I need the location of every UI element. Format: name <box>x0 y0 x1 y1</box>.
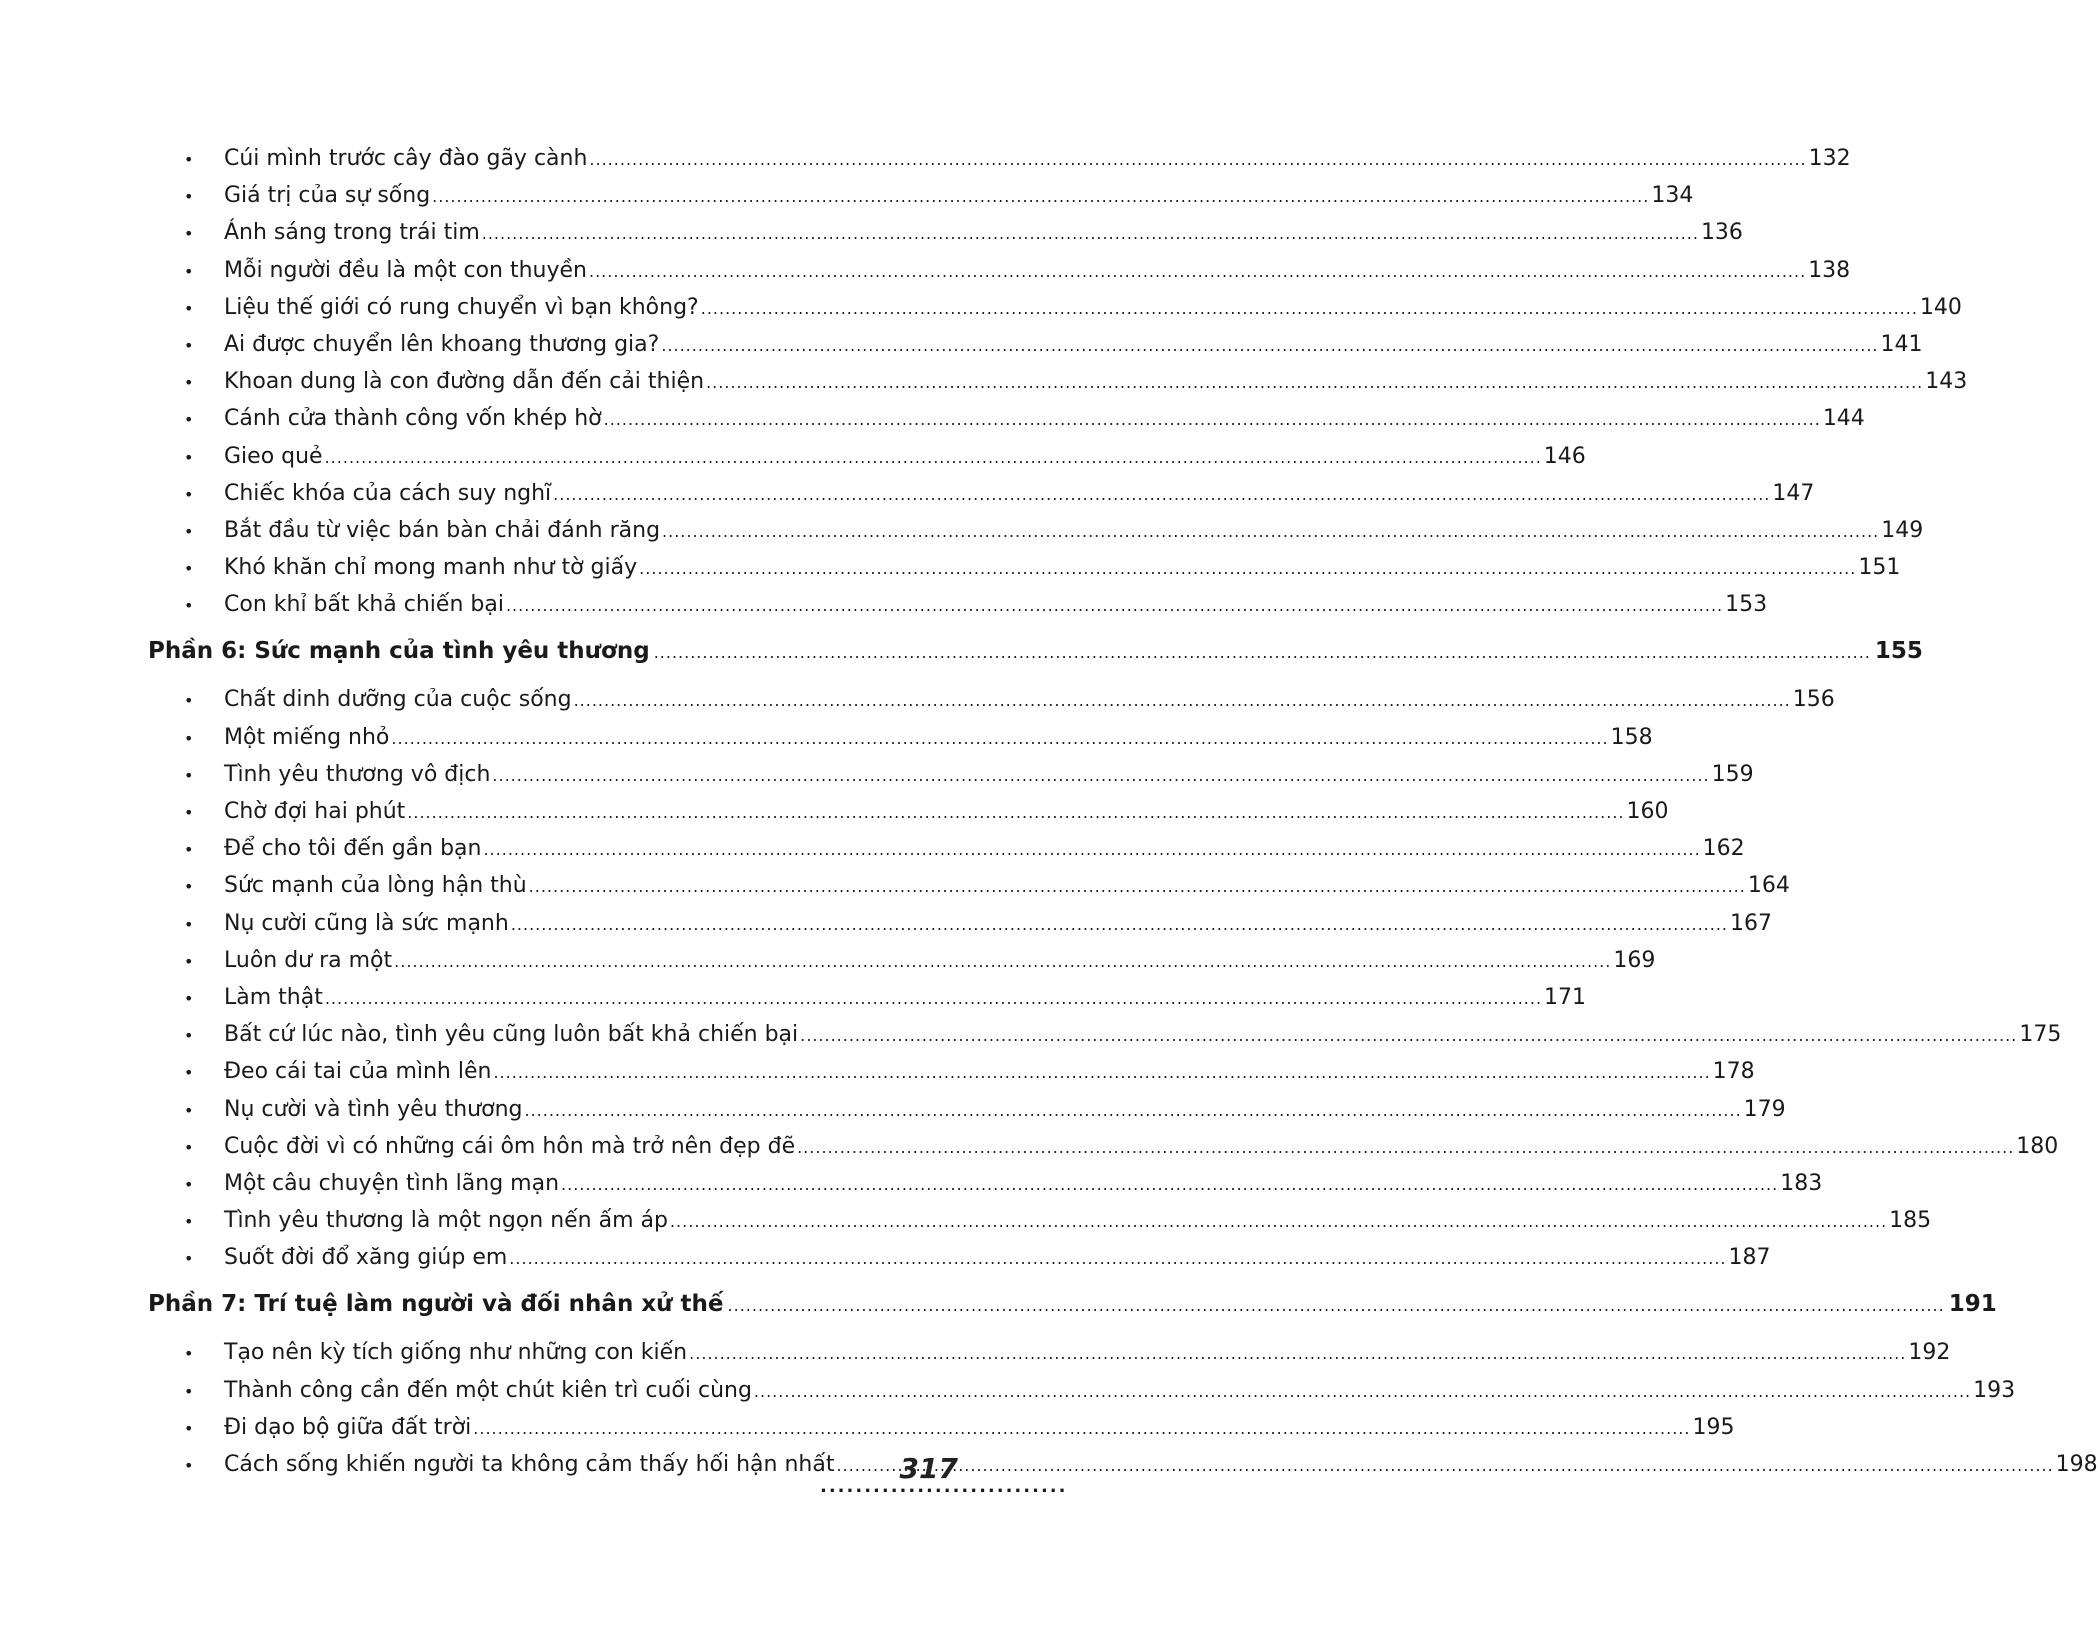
entry-page-number: 141 <box>1880 331 1923 357</box>
entry-title: Bắt đầu từ việc bán bàn chải đánh răng <box>224 517 661 543</box>
entry-title: Gieo quẻ <box>224 443 323 469</box>
toc-entry[interactable] <box>148 942 1656 979</box>
dot-leader <box>589 253 1806 290</box>
section-heading-6[interactable] <box>148 629 1923 673</box>
entry-title: Chờ đợi hai phút <box>224 799 406 824</box>
bullet-icon: • <box>184 1100 194 1120</box>
toc-entry[interactable] <box>148 512 1924 549</box>
bullet-icon: • <box>184 1418 194 1438</box>
toc-entry[interactable] <box>148 979 1587 1016</box>
entry-title: Nụ cười cũng là sức mạnh <box>224 910 509 936</box>
dot-leader <box>654 631 1871 675</box>
section-page-number: 155 <box>1874 638 1923 665</box>
bullet-icon: • <box>184 691 194 711</box>
toc-entry[interactable] <box>148 719 1653 756</box>
dot-leader <box>493 1054 1710 1091</box>
entry-page-number: 147 <box>1772 480 1815 506</box>
entry-title: Đi dạo bộ giữa đất trời <box>224 1414 472 1440</box>
entry-page-number: 138 <box>1808 257 1851 283</box>
dot-leader <box>574 682 1791 719</box>
toc-entry[interactable] <box>148 252 1851 289</box>
bullet-icon: • <box>184 521 194 541</box>
entry-title: Khoan dung là con đường dẫn đến cải thiện <box>224 369 705 395</box>
dot-leader <box>524 1092 1741 1129</box>
dot-leader <box>662 513 1879 550</box>
entry-page-number: 198 <box>2055 1452 2098 1477</box>
dot-leader <box>407 794 1624 831</box>
entry-title: Để cho tôi đến gần bạn <box>224 836 482 862</box>
toc-entry[interactable] <box>148 681 1835 718</box>
toc-entry[interactable] <box>148 400 1865 437</box>
toc-entry[interactable] <box>148 289 1962 326</box>
bullet-icon: • <box>184 914 194 934</box>
dot-leader <box>689 1335 1906 1372</box>
bullet-icon: • <box>184 298 194 318</box>
entry-page-number: 179 <box>1743 1096 1786 1122</box>
entry-title: Sức mạnh của lòng hận thù <box>224 873 527 899</box>
footer-dot-leader: ............................ <box>820 1476 1068 1497</box>
entry-page-number: 156 <box>1792 687 1835 713</box>
entry-page-number: 159 <box>1711 761 1754 787</box>
dot-leader <box>754 1373 1971 1410</box>
bullet-icon: • <box>184 335 194 355</box>
entry-page-number: 164 <box>1747 873 1790 899</box>
dot-leader <box>506 587 1723 624</box>
entry-title: Ai được chuyển lên khoang thương gia? <box>224 331 660 357</box>
dot-leader <box>800 1017 2017 1054</box>
entry-title: Làm thật <box>224 984 323 1010</box>
toc-entry[interactable] <box>148 214 1743 251</box>
entry-page-number: 169 <box>1613 947 1656 973</box>
entry-title: Giá trị của sự sống <box>224 183 431 209</box>
entry-title: Liệu thế giới có rung chuyển vì bạn không? <box>224 294 699 320</box>
entry-page-number: 143 <box>1925 369 1968 395</box>
dot-leader <box>797 1129 2014 1166</box>
toc-entry[interactable] <box>148 326 1923 363</box>
bullet-icon: • <box>184 150 194 169</box>
entry-page-number: 185 <box>1889 1208 1932 1234</box>
bullet-icon: • <box>184 803 194 822</box>
entry-title: Cách sống khiến người ta không cảm thấy hối hận nhất <box>224 1452 835 1477</box>
toc-entry[interactable] <box>148 1016 2062 1053</box>
section-title: Phần 6: Sức mạnh của tình yêu thương <box>148 638 650 665</box>
entry-title: Con khỉ bất khả chiến bại <box>224 592 504 618</box>
dot-leader <box>529 868 1746 905</box>
dot-leader <box>561 1166 1778 1203</box>
toc-entry[interactable] <box>148 830 1745 867</box>
dot-leader <box>701 290 1918 327</box>
entry-title: Thành công cần đến một chút kiên trì cuối cùng <box>224 1377 752 1403</box>
entry-page-number: 192 <box>1908 1340 1951 1366</box>
entry-page-number: 160 <box>1626 799 1669 824</box>
entry-title: Cúi mình trước cây đào gãy cành <box>224 146 588 171</box>
entry-title: Luôn dư ra một <box>224 947 393 973</box>
entry-title: Mỗi người đều là một con thuyền <box>224 257 587 283</box>
entry-page-number: 158 <box>1610 724 1653 750</box>
bullet-icon: • <box>184 988 194 1008</box>
dot-leader <box>394 943 1611 980</box>
bullet-icon: • <box>184 1063 194 1083</box>
dot-leader <box>511 906 1728 943</box>
toc-entry[interactable] <box>148 438 1586 475</box>
entry-page-number: 146 <box>1543 443 1586 469</box>
dot-leader <box>492 757 1709 794</box>
entry-title: Khó khăn chỉ mong manh như tờ giấy <box>224 555 638 581</box>
bullet-icon: • <box>184 447 194 467</box>
bullet-icon: • <box>184 1249 194 1269</box>
entry-page-number: 149 <box>1881 517 1924 543</box>
toc-entry[interactable] <box>148 867 1790 904</box>
page-footer <box>820 1452 1068 1502</box>
dot-leader <box>325 439 1542 476</box>
bullet-icon: • <box>184 1137 194 1157</box>
toc-entry[interactable] <box>148 1165 1823 1202</box>
toc-entry[interactable] <box>148 793 1669 830</box>
bullet-icon: • <box>184 765 194 785</box>
entry-list <box>148 140 1968 623</box>
dot-leader <box>509 1240 1726 1277</box>
bullet-icon: • <box>184 728 194 748</box>
entry-page-number: 153 <box>1725 592 1768 618</box>
entry-title: Cánh cửa thành công vốn khép hờ <box>224 406 602 432</box>
entry-title: Một câu chuyện tình lãng mạn <box>224 1170 560 1196</box>
entry-page-number: 180 <box>2016 1133 2059 1159</box>
dot-leader <box>391 720 1608 757</box>
dot-leader <box>553 476 1770 513</box>
section-title: Phần 7: Trí tuệ làm người và đối nhân xử thế <box>148 1291 724 1318</box>
toc-entry[interactable] <box>148 1409 1735 1446</box>
entry-title: Một miếng nhỏ <box>224 724 390 750</box>
bullet-icon: • <box>184 261 194 281</box>
entry-page-number: 132 <box>1808 146 1851 171</box>
page-number: 317 <box>899 1452 958 1485</box>
entry-title: Tạo nên kỳ tích giống như những con kiến <box>224 1340 688 1366</box>
bullet-icon: • <box>184 1456 194 1475</box>
entry-page-number: 193 <box>1973 1377 2016 1403</box>
entry-title: Cuộc đời vì có những cái ôm hôn mà trở nên đẹp đẽ <box>224 1133 796 1159</box>
toc-entry[interactable] <box>148 1372 2016 1409</box>
dot-leader <box>483 831 1700 868</box>
entry-title: Chiếc khóa của cách suy nghĩ <box>224 480 552 506</box>
entry-page-number: 167 <box>1730 910 1773 936</box>
entry-title: Chất dinh dưỡng của cuộc sống <box>224 687 572 713</box>
toc-entry[interactable] <box>148 363 1968 400</box>
bullet-icon: • <box>184 840 194 860</box>
entry-title: Tình yêu thương vô địch <box>224 761 491 787</box>
toc-entry[interactable] <box>148 1334 1951 1371</box>
bullet-icon: • <box>184 373 194 393</box>
entry-title: Bất cứ lúc nào, tình yêu cũng luôn bất khả chiến bại <box>224 1022 799 1048</box>
dot-leader <box>473 1410 1690 1447</box>
bullet-icon: • <box>184 596 194 616</box>
toc-entry[interactable] <box>148 905 1773 942</box>
entry-page-number: 178 <box>1712 1059 1755 1085</box>
toc-entry[interactable] <box>148 475 1815 512</box>
bullet-icon: • <box>184 187 194 207</box>
bullet-icon: • <box>184 410 194 430</box>
bullet-icon: • <box>184 877 194 897</box>
entry-page-number: 187 <box>1728 1245 1771 1271</box>
entry-page-number: 144 <box>1822 406 1865 432</box>
toc-entry[interactable] <box>148 1239 1771 1276</box>
dot-leader <box>670 1203 1887 1240</box>
bullet-icon: • <box>184 951 194 971</box>
toc-entry[interactable] <box>148 756 1754 793</box>
entry-page-number: 171 <box>1544 984 1587 1010</box>
entry-title: Suốt đời đổ xăng giúp em <box>224 1245 508 1271</box>
dot-leader <box>432 178 1649 215</box>
toc-entry[interactable] <box>148 1202 1932 1239</box>
toc-entry[interactable] <box>148 140 1851 177</box>
entry-list <box>148 681 2062 1276</box>
entry-title: Tình yêu thương là một ngọn nến ấm áp <box>224 1208 668 1234</box>
entry-title: Nụ cười và tình yêu thương <box>224 1096 523 1122</box>
toc-entry[interactable] <box>148 1091 1786 1128</box>
dot-leader <box>728 1284 1945 1328</box>
dot-leader <box>482 215 1699 252</box>
bullet-icon: • <box>184 1174 194 1194</box>
entry-page-number: 162 <box>1702 836 1745 862</box>
entry-page-number: 175 <box>2019 1022 2062 1048</box>
entry-title: Đeo cái tai của mình lên <box>224 1059 492 1085</box>
section-heading-7[interactable] <box>148 1282 1997 1326</box>
dot-leader <box>325 980 1542 1017</box>
bullet-icon: • <box>184 484 194 504</box>
entry-page-number: 195 <box>1692 1414 1735 1440</box>
bullet-icon: • <box>184 1026 194 1046</box>
section-page-number: 191 <box>1948 1291 1997 1318</box>
toc-entry[interactable] <box>148 1128 2059 1165</box>
bullet-icon: • <box>184 1344 194 1364</box>
bullet-icon: • <box>184 1381 194 1401</box>
dot-leader <box>589 141 1806 178</box>
bullet-icon: • <box>184 1212 194 1232</box>
dot-leader <box>661 327 1878 364</box>
entry-page-number: 140 <box>1919 294 1962 320</box>
entry-page-number: 136 <box>1700 220 1743 246</box>
entry-title: Ánh sáng trong trái tim <box>224 220 480 246</box>
toc-entry[interactable] <box>148 177 1694 214</box>
entry-page-number: 134 <box>1651 183 1694 209</box>
bullet-icon: • <box>184 224 194 244</box>
toc-entry[interactable] <box>148 549 1901 586</box>
dot-leader <box>639 550 1856 587</box>
toc-entry[interactable] <box>148 1053 1755 1090</box>
dot-leader <box>604 401 1821 438</box>
entry-page-number: 151 <box>1858 555 1901 581</box>
entry-page-number: 183 <box>1780 1170 1823 1196</box>
bullet-icon: • <box>184 559 194 579</box>
dot-leader <box>706 364 1923 401</box>
toc-entry[interactable] <box>148 586 1768 623</box>
